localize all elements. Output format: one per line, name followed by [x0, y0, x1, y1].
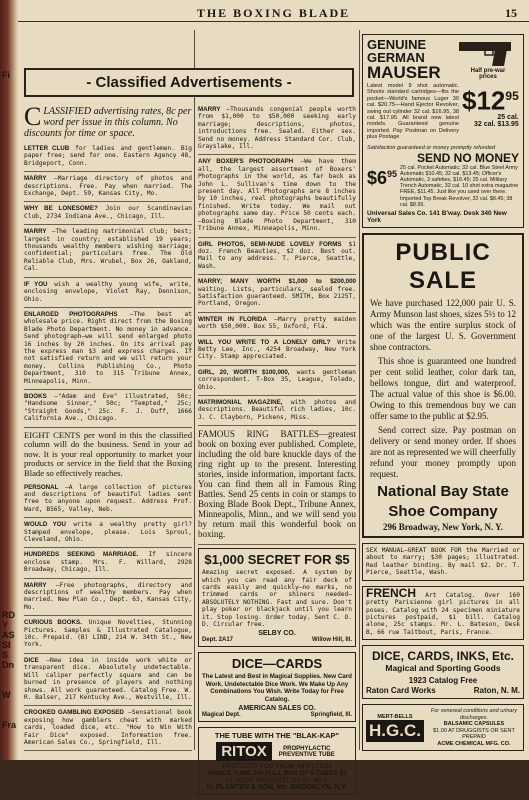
mauser-half-price: Half pre-war prices: [470, 68, 506, 80]
public-sale-body: We have purchased 122,000 pair U. S. Army Munson last shoes, sizes 5½ to 12 which was the entire surplus stock of one of the largest U. S. Government shoe contractors.: [370, 298, 516, 353]
secret-city: Willow Hill, Ill.: [312, 637, 352, 644]
ritox-ad: [198, 727, 356, 795]
classified-ad: MARRY —The leading matrimonial club; best; largest in country; established 19 years; thousands wealthy members wishing marriage; confidential; particulars free. The Old Reliable Club, Mrs. Wrubel, Box 26, Oakland, Cal.: [24, 228, 192, 273]
left-column: [24, 34, 192, 754]
classified-intro: CLASSIFIED advertising rates, 8c per word per issue in this column. No discounts for time or space.: [24, 102, 192, 139]
edge-fragment: RDY: [2, 610, 15, 630]
classified-ad: WILL YOU WRITE TO A LONELY GIRL? Write Betty Lee, Inc., 4254 Broadway, New York City. Stamp appreciated.: [198, 338, 356, 361]
left-ads-list-2: [24, 484, 192, 752]
edge-fragment: Fi: [2, 70, 10, 80]
classified-ad: DICE —New idea in inside work white or transparent dice. Absolutely undetectable. Will caliper perfectly square and can be burned in presence of players and nothing shows. All work guaranteed. Catalog Free. W. R. Balser, 217 Kentucky Ave., Westville, Ill.: [24, 656, 192, 701]
mauser-firm: Universal Sales Co. 141 B'way. Desk 340 New York: [367, 210, 507, 225]
mauser-send-no-money: SEND NO MONEY: [416, 150, 519, 165]
classified-ad: PERSONAL —A large collection of pictures and descriptions of beautiful ladies sent free to anyone upon request. Address Prof. Ward, B565, Valley, Neb.: [24, 483, 192, 513]
classified-ad: CROOKED GAMBLING EXPOSED —Sensational book exposing how gamblers cheat with marked cards, loaded dice, etc. "How to Win With Fair Dice" exposed. Information free. American Sales Co., Springfield, Ill.: [24, 709, 192, 746]
ritox-side: PROPHYLACTIC PREVENTIVE TUBE: [278, 745, 335, 758]
classified-heading: - Classified Advertisements -: [24, 68, 354, 97]
ritox-line4: H. PLANTEN & SON, Inc. BROOKLYN, N.Y.: [206, 784, 348, 792]
secret-firm: SELBY CO.: [258, 630, 296, 638]
sex-manual-ad: SEX MANUAL—GREAT BOOK FOR the Married or about to marry; $30 pages; illustrated. Red leather binding. By mail $2. Dr. T. Pierce, Seattle, Wash.: [362, 543, 524, 581]
dice-title: DICE—CARDS: [231, 656, 323, 672]
dice-city: Springfield, Ill.: [310, 712, 352, 719]
mauser-title-3: MAUSER: [367, 63, 441, 82]
public-sale-body-3: Send correct size. Pay postman on delivery or send money order. If shoes are not as represented we will cheerfully refund your money promptly upon request.: [370, 425, 516, 480]
mauser-title-1: GENUINE: [367, 37, 427, 52]
classified-ad: MARRY; MANY WORTH $1,000 to $200,000 waiting. Lists, particulars, sealed free. Satisfaction guaranteed. SMITH, Box 2125T, Portland, Oregon.: [198, 278, 356, 308]
classified-ad: ENLARGED PHOTOGRAPHS —The best at wholesale price. Right direct from the Boxing Blade Photo Department. No money in advance. Send photograph—we will send enlarged photo 16 inches by 20 inches. On its arrival pay the express man $3 and express charges. If not satisfied return and we will return your money. Collins Publishing Co., Photo Department, 310 to 315 Tribune Annex, Minneapolis, Minn.: [24, 310, 192, 385]
mauser-body: Latest model 9 shot automatic. Shoots standard cartridges—fits the pocket—World's famous Luger 30 cal. $20.75—Hand Ejector Revolver, swing out cylinder 32 cal. $16.95, 38 cal. $17.95. All brand new latest models. Guaranteed genuine imported. Pay Postman on Delivery plus Postage: [367, 83, 459, 141]
classified-ad: LETTER CLUB for ladies and gentlemen. Big paper free; send for one. Eastern Agency 48, Bridgeport, Conn.: [24, 145, 192, 167]
dice-firm: AMERICAN SALES CO.: [238, 705, 316, 713]
dice-body: The Latest and Best in Magical Supplies. New Card Work. Undetectable Dice Work. We Make Up Any Combinations You Wish. Write Today for Free Catalog.: [202, 673, 352, 703]
classified-ad: MARRY —Marriage directory of photos and descriptions. Free. Pay when married. The Exchange, Dept. 59, Kansas City, Mo.: [24, 175, 192, 198]
public-sale-address: 296 Broadway, New York, N. Y.: [382, 522, 504, 533]
public-sale-body-2: This shoe is guaranteed one hundred per cent solid leather, color dark tan, bellows tongue, dirt and waterproof. The actual value of this shoe is $6.00. Owing to this tremendous buy we can offer same to the public at $2.95.: [370, 356, 516, 422]
dice-dept: Magical Dept.: [202, 712, 241, 719]
hgc-ad: MERT-BELLS H.G.C. For venereal conditions and urinary discharges. BALSAMIC CAPSULES $1.00 AT DRUGGISTS OR SENT PREPAID ACME CHEMICAL MFG. CO.: [362, 704, 524, 751]
secret-ad: [198, 548, 356, 647]
classified-ad: GIRL PHOTOS, SEMI-NUDE LOVELY FORMS $1 doz. French Beauties, $2 doz. Best out. Mail to any address. T. Pierce, Seattle, Wash.: [198, 240, 356, 270]
ritox-line2: SINGLE TUBE 25¢ FULL BOX OF 5 TUBES $1: [207, 770, 347, 778]
classified-ad: WHY BE LONESOME? Join our Scandinavian Club, 2734 Indiana Ave., Chicago, Ill.: [24, 205, 193, 220]
classified-ad: WINTER IN FLORIDA —Marry pretty maiden worth $50,000. Box 55, Oxford, Fla.: [198, 315, 356, 331]
edge-fragment: Dn: [2, 660, 14, 670]
right-column: [362, 34, 524, 756]
ritox-line1: PROTECTS YOU FROM INFECTION: [222, 763, 332, 771]
public-sale-title: PUBLIC SALE: [395, 239, 491, 295]
ritox-logo: RITOX: [216, 742, 272, 761]
classified-ad: IF YOU wish a wealthy young wife, write, enclosing envelope, Violet Ray, Dennison, Ohio.: [24, 280, 193, 303]
ritox-line3: AT YOUR DRUGGIST OR BY MAIL: [225, 777, 329, 785]
mauser-price: $12: [462, 85, 506, 116]
middle-ads-list: [198, 106, 356, 426]
middle-column: [198, 34, 356, 800]
classified-ad: BOOKS —"Adam and Eve" illustrated, 50c; "Handsome Sinner," 50c; "Tempted," 25c; "Straight Goods," 25c. F. J. Duff, 1666 California Ave., Chicago.: [24, 392, 192, 423]
classified-ad: MATRIMONIAL MAGAZINE, with photos and descriptions. Beautiful rich ladies, 10c. J. C. Clayborn, Pickens, Miss.: [198, 399, 356, 421]
dice-cards-ad: [198, 652, 356, 722]
dice-cards-inks-ad: DICE, CARDS, INKS, Etc. Magical and Sporting Goods 1923 Catalog Free Raton Card Works Raton, N. M.: [362, 645, 524, 699]
eight-cents-ad: EIGHT CENTS per word in this the classified column will do the business. Send in your ad now. It is your real opportunity to market your products or service in the field that the Boxing Blade so effectively reaches.: [24, 429, 192, 478]
classified-ad: HUNDREDS SEEKING MARRIAGE. If sincere enclose stamp. Mrs. F. Willard, 2928 Broadway, Chicago, Ill.: [24, 551, 192, 574]
secret-title: $1,000 SECRET FOR $5: [204, 552, 350, 568]
mauser-guarantee: Satisfaction guaranteed or money promptly refunded: [367, 144, 496, 151]
famous-ring-battles-ad: FAMOUS RING BATTLES—greatest book on boxing ever published. Complete, including the old bare knuckle days of the ring right up to the present. Interesting stories, inside information, important facts. You can find them all in Famous Ring Battles. Send 25 cents in coin or stamps to Boxing Blade Book Dept., Tribune Annex, Minneapolis, Minn., and we will send you by return mail this wonderful book on boxing.: [198, 429, 356, 540]
secret-body: Amazing secret exposed. A system by which you can read any fair deck of cards easily and quickly—no marks, no trimmed cards or shiners needed—ABSOLUTELY NOTHING. Fast and sure. Don't play poker or blackjack until you learn it. Stop losing. Order today. Sent C. O. D. Circular free.: [202, 569, 352, 629]
page-title: THE BOXING BLADE: [196, 6, 351, 20]
french-ad: FRENCH Art Catalog. Over 160 pretty Parisienne girl pictures in all poses. Catalog with 24 specimen miniature pictures postpaid, $1 bill. Catalog alone, 25c stamps. Mr. L. Bateson, Desk B, 66 rue Taitbout, Paris, France.: [362, 586, 524, 640]
mauser-price-note-2: 32 cal. $13.95: [473, 120, 519, 128]
column-rule: [194, 30, 195, 750]
page-header: [18, 4, 529, 22]
pistol-icon: [457, 38, 519, 68]
edge-fragment: ASSIS: [2, 630, 15, 660]
public-sale-ad: [362, 233, 524, 538]
classified-ad: MARRY —Thousands congenial people worth from $1,000 to $50,000 seeking early marriage; descriptions, photos, introductions free. Sealed. Either sex. Send no money. Address Standard Cor. Club, Grayslake, Ill.: [198, 106, 356, 151]
binding-edge: [0, 0, 18, 760]
classified-ad: WOULD YOU write a wealthy pretty girl? Stamped envelope, please. Lois Sproul, Cleveland, Ohio.: [24, 521, 192, 543]
mauser-title-2: GERMAN: [367, 50, 425, 65]
secret-dept: Dept. 2A17: [202, 637, 234, 644]
classified-ad: MARRY —Free photographs, directory and descriptions of wealthy members. Pay when married. New Plan Co., Dept. 63, Kansas City, Mo.: [24, 581, 192, 611]
classified-ad: GIRL, 20, WORTH $100,000, wants gentleman correspondent. T-Box 35, League, Toledo, Ohio.: [198, 368, 356, 391]
edge-fragment: Fra: [2, 720, 17, 730]
page-number: 15: [505, 6, 517, 20]
mauser-ad: GENUINE GERMAN MAUSER Half pre-war prices Latest model 9 shot automatic. Shoots standard cartridges—fits the pocket—World's famous Luger 30 cal. $20.75—Hand Ejector Revolver, swing out cylinder 32 cal. $16.95, 38 cal. $17.95. All brand new latest models. Guaranteed genuine imported. Pay Postman on Delivery plus Postage $\$12^{95}$ 25 cal. 32 cal. $13.95 Satisfaction guaranteed or money promptly refunded SEND NO MONEY $\$6^{95}$ 25 cal. Pocket Automatic; 32 cal. Blue Steel Army Automatic $10.45; 32 cal. $13.45; Officer's Automatic, 3 safeties, $16.45; 25 cal. Military Trench Automatic, 32 cal. 10 shot extra magazine FREE, $11.45. Just like you used over there. Imported Top Break Revolver, 32 cal. $8.45; 38 cal. $8.95. Universal Sales Co. 141 B'way. Desk 340 New York: [362, 34, 524, 228]
mauser-price-note: 25 cal.: [497, 113, 519, 121]
magazine-page: [18, 0, 529, 792]
column-rule: [359, 30, 360, 750]
left-ads-list: [24, 145, 192, 428]
edge-fragment: W: [2, 690, 11, 700]
ritox-tag: THE TUBE WITH THE "BLAK-KAP": [214, 731, 340, 741]
hgc-logo: H.G.C.: [366, 720, 424, 742]
classified-ad: ANY BOXER'S PHOTOGRAPH —We have them all, the largest assortment of Boxers' Photographs in the world, as far back as John L. Sullivan's time down to the present day. All Photographs are 8 inches by 10 inches, real photographs beautifully finished. Write today. We mail out photographs same day. Price 50 cents each.—Boxing Blade Photo Department, 310 Tribune Annex, Minneapolis, Minn.: [198, 158, 356, 233]
classified-ad: CURIOUS BOOKS. Unique Novelties, Stunning Pictures. Samples & Illustrated Catalogue, 10c. Prepaid. (B) LIND, 214 W. 34th St., New York.: [24, 619, 193, 649]
public-sale-firm-1: National Bay State: [377, 483, 509, 501]
mauser-pocket: 25 cal. Pocket Automatic; 32 cal. Blue Steel Army Automatic $10.45; 32 cal. $13.45; Officer's Automatic, 3 safeties, $16.45; 25 cal. Military Trench Automatic, 32 cal. 10 shot extra magazine FREE, $11.45. Just like you used over there. Imported Top Break Revolver, 32 cal. $8.45; 38 cal. $8.95.: [400, 164, 519, 208]
public-sale-firm-2: Shoe Company: [388, 503, 498, 521]
